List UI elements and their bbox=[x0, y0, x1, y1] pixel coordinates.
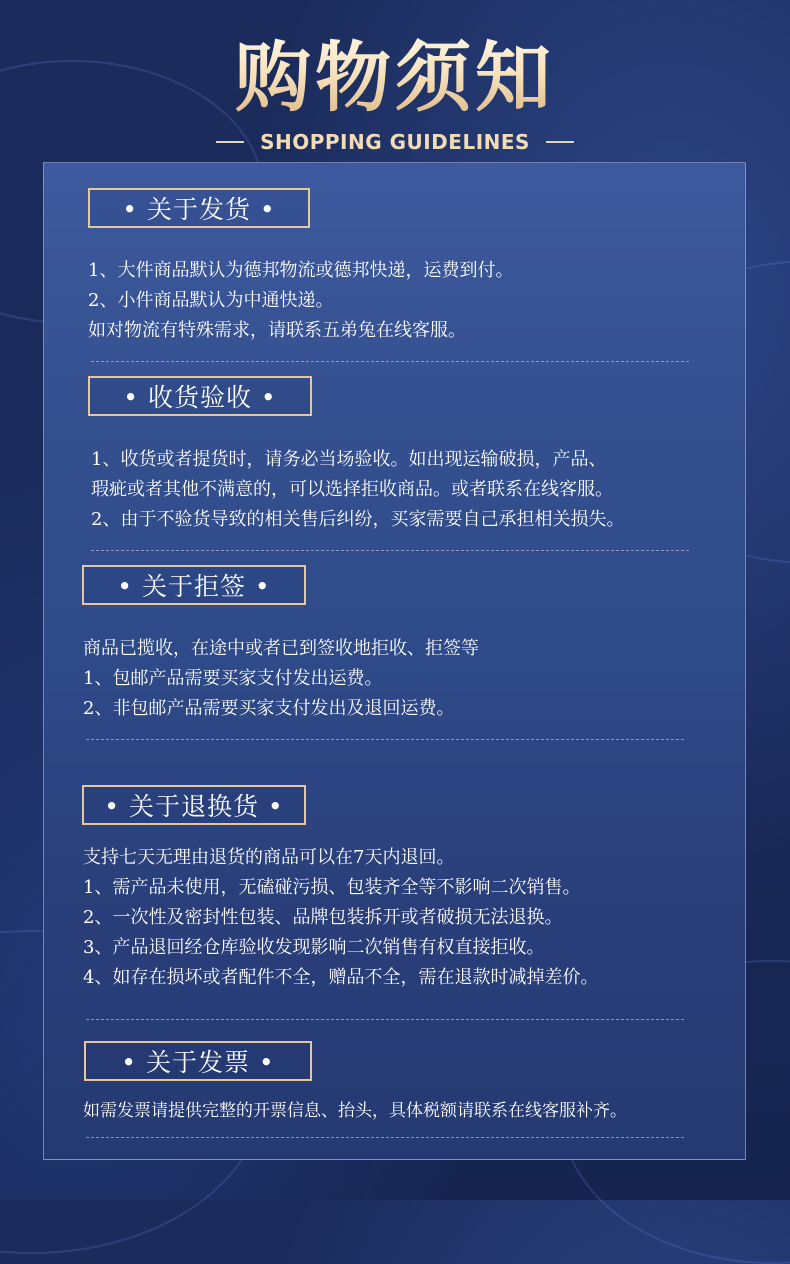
section-title-rejection: • 关于拒签 • bbox=[82, 565, 306, 605]
text-line: 4、如存在损坏或者配件不全，赠品不全，需在退款时减掉差价。 bbox=[83, 967, 599, 988]
text-line: 商品已揽收，在途中或者已到签收地拒收、拒签等 bbox=[83, 638, 479, 659]
dashed-divider bbox=[86, 1137, 684, 1138]
text-line: 如需发票请提供完整的开票信息、抬头，具体税额请联系在线客服补齐。 bbox=[83, 1101, 627, 1121]
text-line: 2、小件商品默认为中通快递。 bbox=[88, 290, 334, 311]
page-subtitle: SHOPPING GUIDELINES bbox=[260, 130, 530, 154]
section-body-rejection bbox=[83, 634, 479, 724]
text-line: 瑕疵或者其他不满意的，可以选择拒收商品。或者联系在线客服。 bbox=[91, 479, 613, 500]
dashed-divider bbox=[86, 739, 684, 740]
text-line: 2、一次性及密封性包装、品牌包装拆开或者破损无法退换。 bbox=[83, 907, 563, 928]
section-body-shipping bbox=[88, 256, 513, 346]
text-line: 3、产品退回经仓库验收发现影响二次销售有权直接拒收。 bbox=[83, 937, 545, 958]
text-line: 支持七天无理由退货的商品可以在7天内退回。 bbox=[83, 847, 455, 868]
subtitle-row bbox=[0, 130, 790, 154]
page-header bbox=[0, 28, 790, 154]
text-line: 2、由于不验货导致的相关售后纠纷，买家需要自己承担相关损失。 bbox=[91, 509, 625, 530]
dashed-divider bbox=[91, 361, 689, 362]
text-line: 1、大件商品默认为德邦物流或德邦快递，运费到付。 bbox=[88, 260, 514, 281]
dashed-divider bbox=[91, 550, 689, 551]
text-line: 1、收货或者提货时，请务必当场验收。如出现运输破损，产品、 bbox=[91, 449, 607, 470]
subtitle-left-dash bbox=[216, 141, 244, 143]
section-title-invoice: • 关于发票 • bbox=[84, 1041, 312, 1081]
section-body-invoice bbox=[83, 1096, 627, 1126]
section-title-shipping: • 关于发货 • bbox=[88, 188, 310, 228]
page-title: 购物须知 bbox=[0, 28, 790, 128]
section-body-returns bbox=[83, 843, 598, 993]
subtitle-right-dash bbox=[546, 141, 574, 143]
section-title-returns: • 关于退换货 • bbox=[82, 785, 306, 825]
dashed-divider bbox=[86, 1019, 684, 1020]
section-title-receiving: • 收货验收 • bbox=[88, 376, 312, 416]
section-body-receiving bbox=[91, 445, 624, 535]
text-line: 如对物流有特殊需求，请联系五弟兔在线客服。 bbox=[88, 320, 466, 341]
guidelines-panel bbox=[43, 162, 746, 1160]
text-line: 2、非包邮产品需要买家支付发出及退回运费。 bbox=[83, 698, 455, 719]
text-line: 1、需产品未使用，无磕碰污损、包装齐全等不影响二次销售。 bbox=[83, 877, 581, 898]
text-line: 1、包邮产品需要买家支付发出运费。 bbox=[83, 668, 383, 689]
